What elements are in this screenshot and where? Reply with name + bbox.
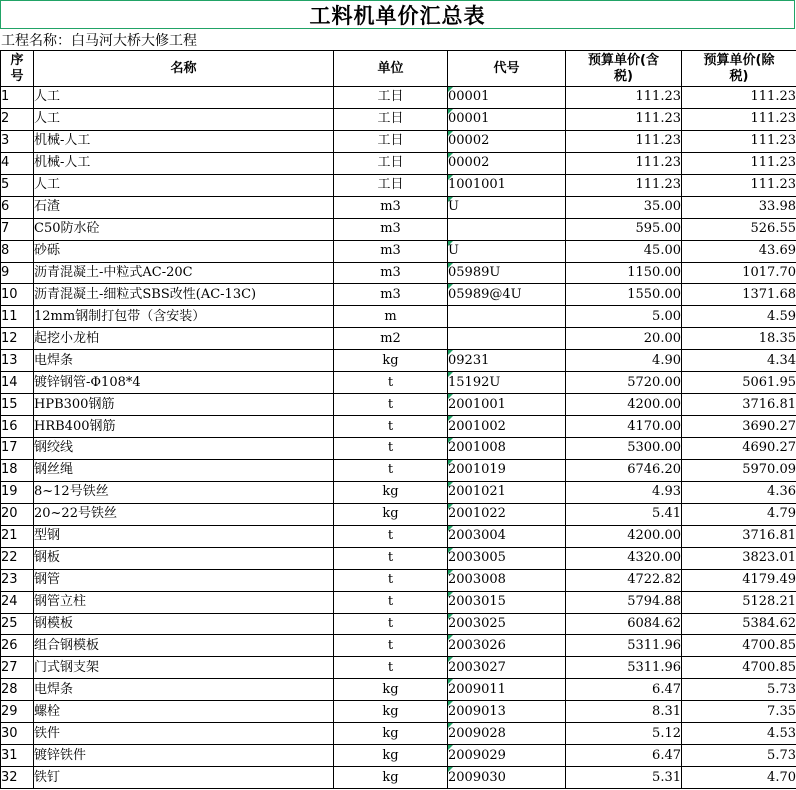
- row-price-tax-excl-cell[interactable]: 5384.62: [682, 613, 796, 635]
- row-unit-cell[interactable]: m3: [334, 262, 448, 284]
- row-unit-cell[interactable]: t: [334, 394, 448, 416]
- row-price-tax-excl-cell[interactable]: 33.98: [682, 196, 796, 218]
- row-price-tax-excl-cell[interactable]: 3716.81: [682, 394, 796, 416]
- row-name-cell[interactable]: 人工: [34, 174, 334, 196]
- row-code-cell[interactable]: 2001022: [448, 503, 566, 525]
- row-price-tax-excl-cell[interactable]: 5.73: [682, 679, 796, 701]
- row-price-tax-excl-cell[interactable]: 4.59: [682, 306, 796, 328]
- row-unit-cell[interactable]: kg: [334, 701, 448, 723]
- row-price-tax-incl-cell[interactable]: 20.00: [566, 328, 682, 350]
- row-name-cell[interactable]: 镀锌钢管-Φ108*4: [34, 372, 334, 394]
- row-price-tax-incl-cell[interactable]: 5.12: [566, 723, 682, 745]
- price-table: [0, 50, 796, 789]
- row-code-cell[interactable]: U: [448, 196, 566, 218]
- row-unit-cell[interactable]: m3: [334, 240, 448, 262]
- row-name-cell[interactable]: 机械-人工: [34, 152, 334, 174]
- row-price-tax-excl-cell[interactable]: 111.23: [682, 130, 796, 152]
- row-name-cell[interactable]: 8~12号铁丝: [34, 481, 334, 503]
- table-row: [1, 306, 796, 328]
- row-no-cell[interactable]: 2: [1, 108, 34, 130]
- row-price-tax-excl-cell[interactable]: 111.23: [682, 108, 796, 130]
- row-price-tax-excl-cell[interactable]: 1371.68: [682, 284, 796, 306]
- row-code-cell[interactable]: 00001: [448, 87, 566, 109]
- row-no-cell[interactable]: 9: [1, 262, 34, 284]
- row-name-cell[interactable]: 砂砾: [34, 240, 334, 262]
- row-price-tax-incl-cell[interactable]: 111.23: [566, 130, 682, 152]
- row-code-cell[interactable]: 2003008: [448, 569, 566, 591]
- row-code-cell[interactable]: 2003005: [448, 547, 566, 569]
- row-no-cell[interactable]: 27: [1, 657, 34, 679]
- row-price-tax-incl-cell[interactable]: 4170.00: [566, 416, 682, 438]
- row-price-tax-incl-cell[interactable]: 111.23: [566, 108, 682, 130]
- row-unit-cell[interactable]: m: [334, 306, 448, 328]
- row-code-cell[interactable]: 09231: [448, 350, 566, 372]
- row-no-cell[interactable]: 17: [1, 438, 34, 460]
- row-no-cell[interactable]: 5: [1, 174, 34, 196]
- row-code-cell[interactable]: [448, 328, 566, 350]
- row-code-cell[interactable]: 05989U: [448, 262, 566, 284]
- row-price-tax-excl-cell[interactable]: 4.36: [682, 481, 796, 503]
- row-price-tax-incl-cell[interactable]: 4200.00: [566, 394, 682, 416]
- row-no-cell[interactable]: 18: [1, 459, 34, 481]
- row-unit-cell[interactable]: 工日: [334, 174, 448, 196]
- table-row: [1, 701, 796, 723]
- row-no-cell[interactable]: 22: [1, 547, 34, 569]
- row-price-tax-incl-cell[interactable]: 595.00: [566, 218, 682, 240]
- row-no-cell[interactable]: 7: [1, 218, 34, 240]
- row-price-tax-incl-cell[interactable]: 5311.96: [566, 635, 682, 657]
- row-price-tax-excl-cell[interactable]: 3716.81: [682, 525, 796, 547]
- row-price-tax-incl-cell[interactable]: 4.90: [566, 350, 682, 372]
- row-price-tax-excl-cell[interactable]: 1017.70: [682, 262, 796, 284]
- row-price-tax-incl-cell[interactable]: 1150.00: [566, 262, 682, 284]
- row-price-tax-incl-cell[interactable]: 5311.96: [566, 657, 682, 679]
- row-price-tax-excl-cell[interactable]: 5970.09: [682, 459, 796, 481]
- row-price-tax-incl-cell[interactable]: 1550.00: [566, 284, 682, 306]
- project-name: 工程名称：白马河大桥大修工程: [1, 33, 197, 49]
- header-name[interactable]: 名称: [34, 51, 334, 87]
- table-row: [1, 613, 796, 635]
- row-code-cell[interactable]: 2003027: [448, 657, 566, 679]
- row-price-tax-incl-cell[interactable]: 6746.20: [566, 459, 682, 481]
- row-unit-cell[interactable]: kg: [334, 767, 448, 789]
- row-price-tax-excl-cell[interactable]: 43.69: [682, 240, 796, 262]
- row-unit-cell[interactable]: kg: [334, 745, 448, 767]
- row-name-cell[interactable]: 型钢: [34, 525, 334, 547]
- header-unit[interactable]: 单位: [334, 51, 448, 87]
- row-unit-cell[interactable]: t: [334, 438, 448, 460]
- table-row: [1, 459, 796, 481]
- table-row: [1, 240, 796, 262]
- table-row: [1, 547, 796, 569]
- row-price-tax-incl-cell[interactable]: 4320.00: [566, 547, 682, 569]
- row-code-cell[interactable]: 2009013: [448, 701, 566, 723]
- row-price-tax-excl-cell[interactable]: 4700.85: [682, 657, 796, 679]
- header-row: [1, 51, 796, 87]
- row-name-cell[interactable]: 沥青混凝土-细粒式SBS改性(AC-13C): [34, 284, 334, 306]
- row-name-cell[interactable]: HPB300钢筋: [34, 394, 334, 416]
- row-unit-cell[interactable]: kg: [334, 723, 448, 745]
- table-row: [1, 723, 796, 745]
- table-row: [1, 657, 796, 679]
- row-no-cell[interactable]: 10: [1, 284, 34, 306]
- row-name-cell[interactable]: 铁钉: [34, 767, 334, 789]
- row-code-cell[interactable]: 2003026: [448, 635, 566, 657]
- table-row: [1, 218, 796, 240]
- row-code-cell[interactable]: 2001002: [448, 416, 566, 438]
- row-no-cell[interactable]: 15: [1, 394, 34, 416]
- row-unit-cell[interactable]: t: [334, 613, 448, 635]
- row-price-tax-incl-cell[interactable]: 8.31: [566, 701, 682, 723]
- table-row: [1, 591, 796, 613]
- row-unit-cell[interactable]: t: [334, 372, 448, 394]
- row-price-tax-incl-cell[interactable]: 4200.00: [566, 525, 682, 547]
- row-unit-cell[interactable]: 工日: [334, 152, 448, 174]
- row-code-cell[interactable]: 2001001: [448, 394, 566, 416]
- row-unit-cell[interactable]: t: [334, 547, 448, 569]
- table-row: [1, 767, 796, 789]
- row-price-tax-incl-cell[interactable]: 111.23: [566, 152, 682, 174]
- table-row: [1, 503, 796, 525]
- table-row: [1, 438, 796, 460]
- row-price-tax-incl-cell[interactable]: 35.00: [566, 196, 682, 218]
- row-price-tax-incl-cell[interactable]: 5720.00: [566, 372, 682, 394]
- row-name-cell[interactable]: 门式钢支架: [34, 657, 334, 679]
- row-unit-cell[interactable]: kg: [334, 503, 448, 525]
- row-code-cell[interactable]: 2009030: [448, 767, 566, 789]
- row-price-tax-excl-cell[interactable]: 3690.27: [682, 416, 796, 438]
- row-no-cell[interactable]: 6: [1, 196, 34, 218]
- table-row: [1, 284, 796, 306]
- row-code-cell[interactable]: 2003025: [448, 613, 566, 635]
- header-price-tax-excl[interactable]: 预算单价(除税): [682, 51, 796, 87]
- row-unit-cell[interactable]: m2: [334, 328, 448, 350]
- row-price-tax-excl-cell[interactable]: 4.53: [682, 723, 796, 745]
- row-price-tax-excl-cell[interactable]: 4690.27: [682, 438, 796, 460]
- row-unit-cell[interactable]: 工日: [334, 130, 448, 152]
- row-no-cell[interactable]: 31: [1, 745, 34, 767]
- row-no-cell[interactable]: 16: [1, 416, 34, 438]
- table-row: [1, 350, 796, 372]
- row-price-tax-incl-cell[interactable]: 45.00: [566, 240, 682, 262]
- row-name-cell[interactable]: 镀锌铁件: [34, 745, 334, 767]
- row-code-cell[interactable]: [448, 306, 566, 328]
- row-price-tax-excl-cell[interactable]: 7.35: [682, 701, 796, 723]
- row-price-tax-excl-cell[interactable]: 4.34: [682, 350, 796, 372]
- row-code-cell[interactable]: 2009029: [448, 745, 566, 767]
- row-code-cell[interactable]: 1001001: [448, 174, 566, 196]
- row-price-tax-excl-cell[interactable]: 526.55: [682, 218, 796, 240]
- table-row: [1, 745, 796, 767]
- row-code-cell[interactable]: 05989@4U: [448, 284, 566, 306]
- row-price-tax-incl-cell[interactable]: 6.47: [566, 745, 682, 767]
- row-price-tax-excl-cell[interactable]: 4.79: [682, 503, 796, 525]
- row-name-cell[interactable]: C50防水砼: [34, 218, 334, 240]
- sheet-title: 工料机单价汇总表: [309, 3, 486, 28]
- row-no-cell[interactable]: 23: [1, 569, 34, 591]
- row-no-cell[interactable]: 14: [1, 372, 34, 394]
- table-row: [1, 569, 796, 591]
- row-name-cell[interactable]: 人工: [34, 108, 334, 130]
- row-name-cell[interactable]: 组合钢模板: [34, 635, 334, 657]
- row-code-cell[interactable]: 2001019: [448, 459, 566, 481]
- row-name-cell[interactable]: 钢板: [34, 547, 334, 569]
- row-unit-cell[interactable]: t: [334, 657, 448, 679]
- row-price-tax-excl-cell[interactable]: 111.23: [682, 174, 796, 196]
- row-no-cell[interactable]: 24: [1, 591, 34, 613]
- row-price-tax-excl-cell[interactable]: 18.35: [682, 328, 796, 350]
- row-no-cell[interactable]: 11: [1, 306, 34, 328]
- row-price-tax-incl-cell[interactable]: 4722.82: [566, 569, 682, 591]
- row-no-cell[interactable]: 21: [1, 525, 34, 547]
- row-price-tax-excl-cell[interactable]: 5061.95: [682, 372, 796, 394]
- table-row: [1, 635, 796, 657]
- table-row: [1, 394, 796, 416]
- row-price-tax-excl-cell[interactable]: 111.23: [682, 87, 796, 109]
- row-no-cell[interactable]: 28: [1, 679, 34, 701]
- row-name-cell[interactable]: 钢模板: [34, 613, 334, 635]
- row-name-cell[interactable]: 钢丝绳: [34, 459, 334, 481]
- row-code-cell[interactable]: 2009011: [448, 679, 566, 701]
- row-no-cell[interactable]: 13: [1, 350, 34, 372]
- row-no-cell[interactable]: 8: [1, 240, 34, 262]
- row-price-tax-incl-cell[interactable]: 4.93: [566, 481, 682, 503]
- row-code-cell[interactable]: 2003015: [448, 591, 566, 613]
- row-price-tax-incl-cell[interactable]: 5300.00: [566, 438, 682, 460]
- row-code-cell[interactable]: 2009028: [448, 723, 566, 745]
- table-row: [1, 416, 796, 438]
- row-name-cell[interactable]: 钢管立柱: [34, 591, 334, 613]
- row-unit-cell[interactable]: kg: [334, 481, 448, 503]
- row-no-cell[interactable]: 20: [1, 503, 34, 525]
- row-unit-cell[interactable]: m3: [334, 284, 448, 306]
- row-unit-cell[interactable]: 工日: [334, 87, 448, 109]
- row-price-tax-incl-cell[interactable]: 5.00: [566, 306, 682, 328]
- row-unit-cell[interactable]: t: [334, 569, 448, 591]
- row-code-cell[interactable]: 2003004: [448, 525, 566, 547]
- row-name-cell[interactable]: 钢绞线: [34, 438, 334, 460]
- row-no-cell[interactable]: 1: [1, 87, 34, 109]
- row-price-tax-incl-cell[interactable]: 5.31: [566, 767, 682, 789]
- row-no-cell[interactable]: 3: [1, 130, 34, 152]
- row-price-tax-excl-cell[interactable]: 5128.21: [682, 591, 796, 613]
- row-name-cell[interactable]: 人工: [34, 87, 334, 109]
- row-name-cell[interactable]: HRB400钢筋: [34, 416, 334, 438]
- row-code-cell[interactable]: 2001008: [448, 438, 566, 460]
- row-unit-cell[interactable]: kg: [334, 350, 448, 372]
- row-name-cell[interactable]: 电焊条: [34, 350, 334, 372]
- row-price-tax-excl-cell[interactable]: 111.23: [682, 152, 796, 174]
- row-no-cell[interactable]: 4: [1, 152, 34, 174]
- row-price-tax-incl-cell[interactable]: 111.23: [566, 87, 682, 109]
- row-no-cell[interactable]: 32: [1, 767, 34, 789]
- row-no-cell[interactable]: 26: [1, 635, 34, 657]
- row-unit-cell[interactable]: m3: [334, 218, 448, 240]
- row-code-cell[interactable]: 00001: [448, 108, 566, 130]
- row-code-cell[interactable]: 00002: [448, 130, 566, 152]
- row-name-cell[interactable]: 铁件: [34, 723, 334, 745]
- row-name-cell[interactable]: 石渣: [34, 196, 334, 218]
- row-name-cell[interactable]: 起挖小龙柏: [34, 328, 334, 350]
- row-no-cell[interactable]: 30: [1, 723, 34, 745]
- row-unit-cell[interactable]: t: [334, 459, 448, 481]
- row-code-cell[interactable]: [448, 218, 566, 240]
- row-no-cell[interactable]: 29: [1, 701, 34, 723]
- row-price-tax-excl-cell[interactable]: 3823.01: [682, 547, 796, 569]
- row-price-tax-incl-cell[interactable]: 5.41: [566, 503, 682, 525]
- row-name-cell[interactable]: 螺栓: [34, 701, 334, 723]
- row-name-cell[interactable]: 电焊条: [34, 679, 334, 701]
- row-unit-cell[interactable]: t: [334, 525, 448, 547]
- row-no-cell[interactable]: 19: [1, 481, 34, 503]
- row-unit-cell[interactable]: m3: [334, 196, 448, 218]
- table-row: [1, 525, 796, 547]
- row-unit-cell[interactable]: 工日: [334, 108, 448, 130]
- table-row: [1, 108, 796, 130]
- row-name-cell[interactable]: 钢管: [34, 569, 334, 591]
- table-row: [1, 87, 796, 109]
- table-row: [1, 174, 796, 196]
- table-row: [1, 328, 796, 350]
- row-name-cell[interactable]: 沥青混凝土-中粒式AC-20C: [34, 262, 334, 284]
- row-unit-cell[interactable]: t: [334, 635, 448, 657]
- row-price-tax-incl-cell[interactable]: 6.47: [566, 679, 682, 701]
- table-row: [1, 372, 796, 394]
- row-price-tax-incl-cell[interactable]: 111.23: [566, 174, 682, 196]
- table-row: [1, 130, 796, 152]
- row-name-cell[interactable]: 20~22号铁丝: [34, 503, 334, 525]
- row-price-tax-excl-cell[interactable]: 4.70: [682, 767, 796, 789]
- row-code-cell[interactable]: 2001021: [448, 481, 566, 503]
- row-unit-cell[interactable]: kg: [334, 679, 448, 701]
- row-no-cell[interactable]: 12: [1, 328, 34, 350]
- row-code-cell[interactable]: 00002: [448, 152, 566, 174]
- row-price-tax-incl-cell[interactable]: 6084.62: [566, 613, 682, 635]
- row-price-tax-excl-cell[interactable]: 4179.49: [682, 569, 796, 591]
- header-no[interactable]: 序号: [1, 51, 34, 87]
- row-name-cell[interactable]: 机械-人工: [34, 130, 334, 152]
- project-name-cell[interactable]: [0, 30, 796, 50]
- table-row: [1, 152, 796, 174]
- table-row: [1, 679, 796, 701]
- row-unit-cell[interactable]: t: [334, 591, 448, 613]
- title-cell[interactable]: [0, 0, 795, 29]
- header-code[interactable]: 代号: [448, 51, 566, 87]
- table-row: [1, 262, 796, 284]
- row-price-tax-excl-cell[interactable]: 4700.85: [682, 635, 796, 657]
- header-price-tax-incl[interactable]: 预算单价(含税): [566, 51, 682, 87]
- row-price-tax-excl-cell[interactable]: 5.73: [682, 745, 796, 767]
- row-price-tax-incl-cell[interactable]: 5794.88: [566, 591, 682, 613]
- table-row: [1, 196, 796, 218]
- row-code-cell[interactable]: 15192U: [448, 372, 566, 394]
- table-row: [1, 481, 796, 503]
- row-unit-cell[interactable]: t: [334, 416, 448, 438]
- row-no-cell[interactable]: 25: [1, 613, 34, 635]
- row-code-cell[interactable]: U: [448, 240, 566, 262]
- row-name-cell[interactable]: 12mm钢制打包带（含安装）: [34, 306, 334, 328]
